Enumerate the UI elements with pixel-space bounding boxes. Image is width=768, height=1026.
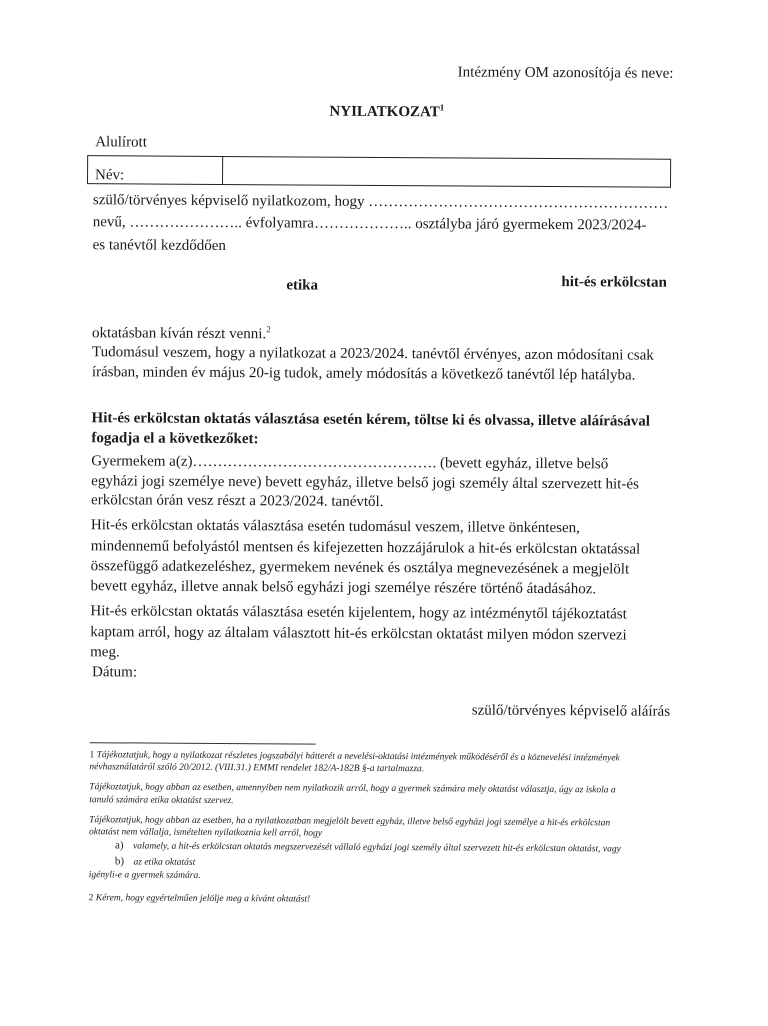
child-line-3: erkölcstan órán vesz részt a 2023/2024. tanévtől. (91, 492, 384, 510)
participation-text (92, 323, 271, 343)
declaration-line-3: es tanévtől kezdődően (92, 237, 226, 255)
title-footnote-ref: 1 (439, 102, 445, 113)
title-text: NYILATKOZAT (329, 103, 440, 121)
page-title (329, 102, 444, 122)
item-b-text: az etika oktatást (133, 857, 196, 868)
declaration-line-1: szülő/törvényes képviselő nyilatkozom, hogy …………………………………………………… (92, 192, 669, 212)
declaration-line-2: nevű, ………………….. évfolyamra……………….. osztályba járó gyermekem 2023/2024- (92, 214, 647, 234)
footnote-p2-line-1: Tájékoztatjuk, hogy abban az esetben, amennyiben nem nyilatkozik arról, hogy a gyermek számára mely oktatást választja, úgy az iskola a (89, 782, 616, 796)
option-ethics[interactable]: etika (286, 277, 319, 294)
consent-line-4: bevett egyház, illetve annak belső egyházi jogi személye részére történő átadásához. (90, 578, 597, 598)
participation-footnote-ref: 2 (266, 324, 271, 335)
institution-label: Intézmény OM azonosítója és neve: (457, 64, 674, 82)
consent-line-2: mindennemű befolyástól mentsen és kifejezetten hozzájárulok a hit-és erkölcstan oktatással (90, 538, 641, 558)
item-a-text: valamely, a hit-és erkölcstan oktatás megszervezését vállaló egyházi jogi személy által szervezett hit-és erkölcstan oktatást, vagy (132, 841, 621, 855)
religion-heading-line-2: fogadja el a következőket: (91, 430, 259, 448)
footnote-p3-end: igényli-e a gyermek számára. (88, 870, 201, 881)
footnote-1-text: Tájékoztatjuk, hogy a nyilatkozat részletes jogszabályi hátterét a nevelési-oktatási intézmények működéséről és a köznevelési intézmények (96, 750, 620, 764)
footnote-item-a (115, 839, 621, 854)
footnote-2 (89, 893, 311, 904)
child-line-1: Gyermekem a(z)…………………………………………. (bevett egyház, illetve belső (91, 453, 609, 473)
name-field[interactable] (87, 155, 671, 188)
participation-label: oktatásban kíván részt venni. (92, 325, 267, 343)
name-field-divider (222, 157, 223, 184)
undersigned-label: Alulírott (95, 134, 147, 151)
consent-line-1: Hit-és erkölcstan oktatás választása esetén tudomásul veszem, illetve önkéntesen, (90, 517, 580, 537)
footnote-item-b (115, 855, 195, 867)
consent-line-3: összefüggő adatkezeléshez, gyermekem nevének és osztálya megnevezésének a megjelölt (90, 558, 630, 578)
footnote-p2-line-2: tanuló számára etika oktatást szervez. (89, 795, 234, 807)
footnote-2-number: 2 (88, 893, 94, 904)
option-religion[interactable]: hit-és erkölcstan (561, 274, 667, 291)
footnote-2-text: Kérem, hogy egyértelműen jelölje meg a kívánt oktatást! (95, 893, 311, 905)
footnote-1-number: 1 (89, 750, 95, 761)
date-label: Dátum: (91, 664, 138, 681)
child-line-2: egyházi jogi személye neve) bevett egyház, illetve belső jogi személy által szervezett hit-és (91, 473, 639, 493)
footnote-separator (90, 742, 316, 744)
item-b-marker: b) (114, 855, 125, 868)
item-a-marker: a) (114, 839, 124, 852)
religion-heading-line-1: Hit-és erkölcstan oktatás választása esetén kérem, töltse ki és olvassa, illetve aláírásával (91, 410, 651, 430)
notice-line-1: Tudomásul veszem, hogy a nyilatkozat a 2023/2024. tanévtől érvényes, azon módosítani csak (91, 344, 654, 364)
info-line-2: kaptam arról, hogy az általam választott hit-és erkölcstan oktatást milyen módon szervezi (90, 624, 627, 644)
notice-line-2: írásban, minden év május 20-ig tudok, amely módosítás a következő tanévtől lép hatályba. (91, 364, 636, 384)
info-line-3: meg. (90, 644, 120, 661)
footnote-1-line-1 (89, 750, 619, 763)
signature-label: szülő/törvényes képviselő aláírás (471, 702, 671, 720)
info-line-1: Hit-és erkölcstan oktatás választása esetén kijelentem, hogy az intézménytől tájékoztatást (90, 603, 627, 623)
footnote-p3-line-2: oktatást nem vállalja, ismételten nyilatkoznia kell arról, hogy (89, 827, 323, 839)
footnote-1-line-2: névhasználatáról szóló 20/2012. (VIII.31.) EMMI rendelet 182/A-182B §-a tartalmazza. (89, 762, 425, 775)
footnote-p3-line-1: Tájékoztatjuk, hogy abban az esetben, ha a nyilatkozatban megjelölt bevett egyház, illetve belső egyházi jogi személye a hit-és erkölcstan (89, 815, 611, 829)
name-label: Név: (95, 167, 125, 184)
